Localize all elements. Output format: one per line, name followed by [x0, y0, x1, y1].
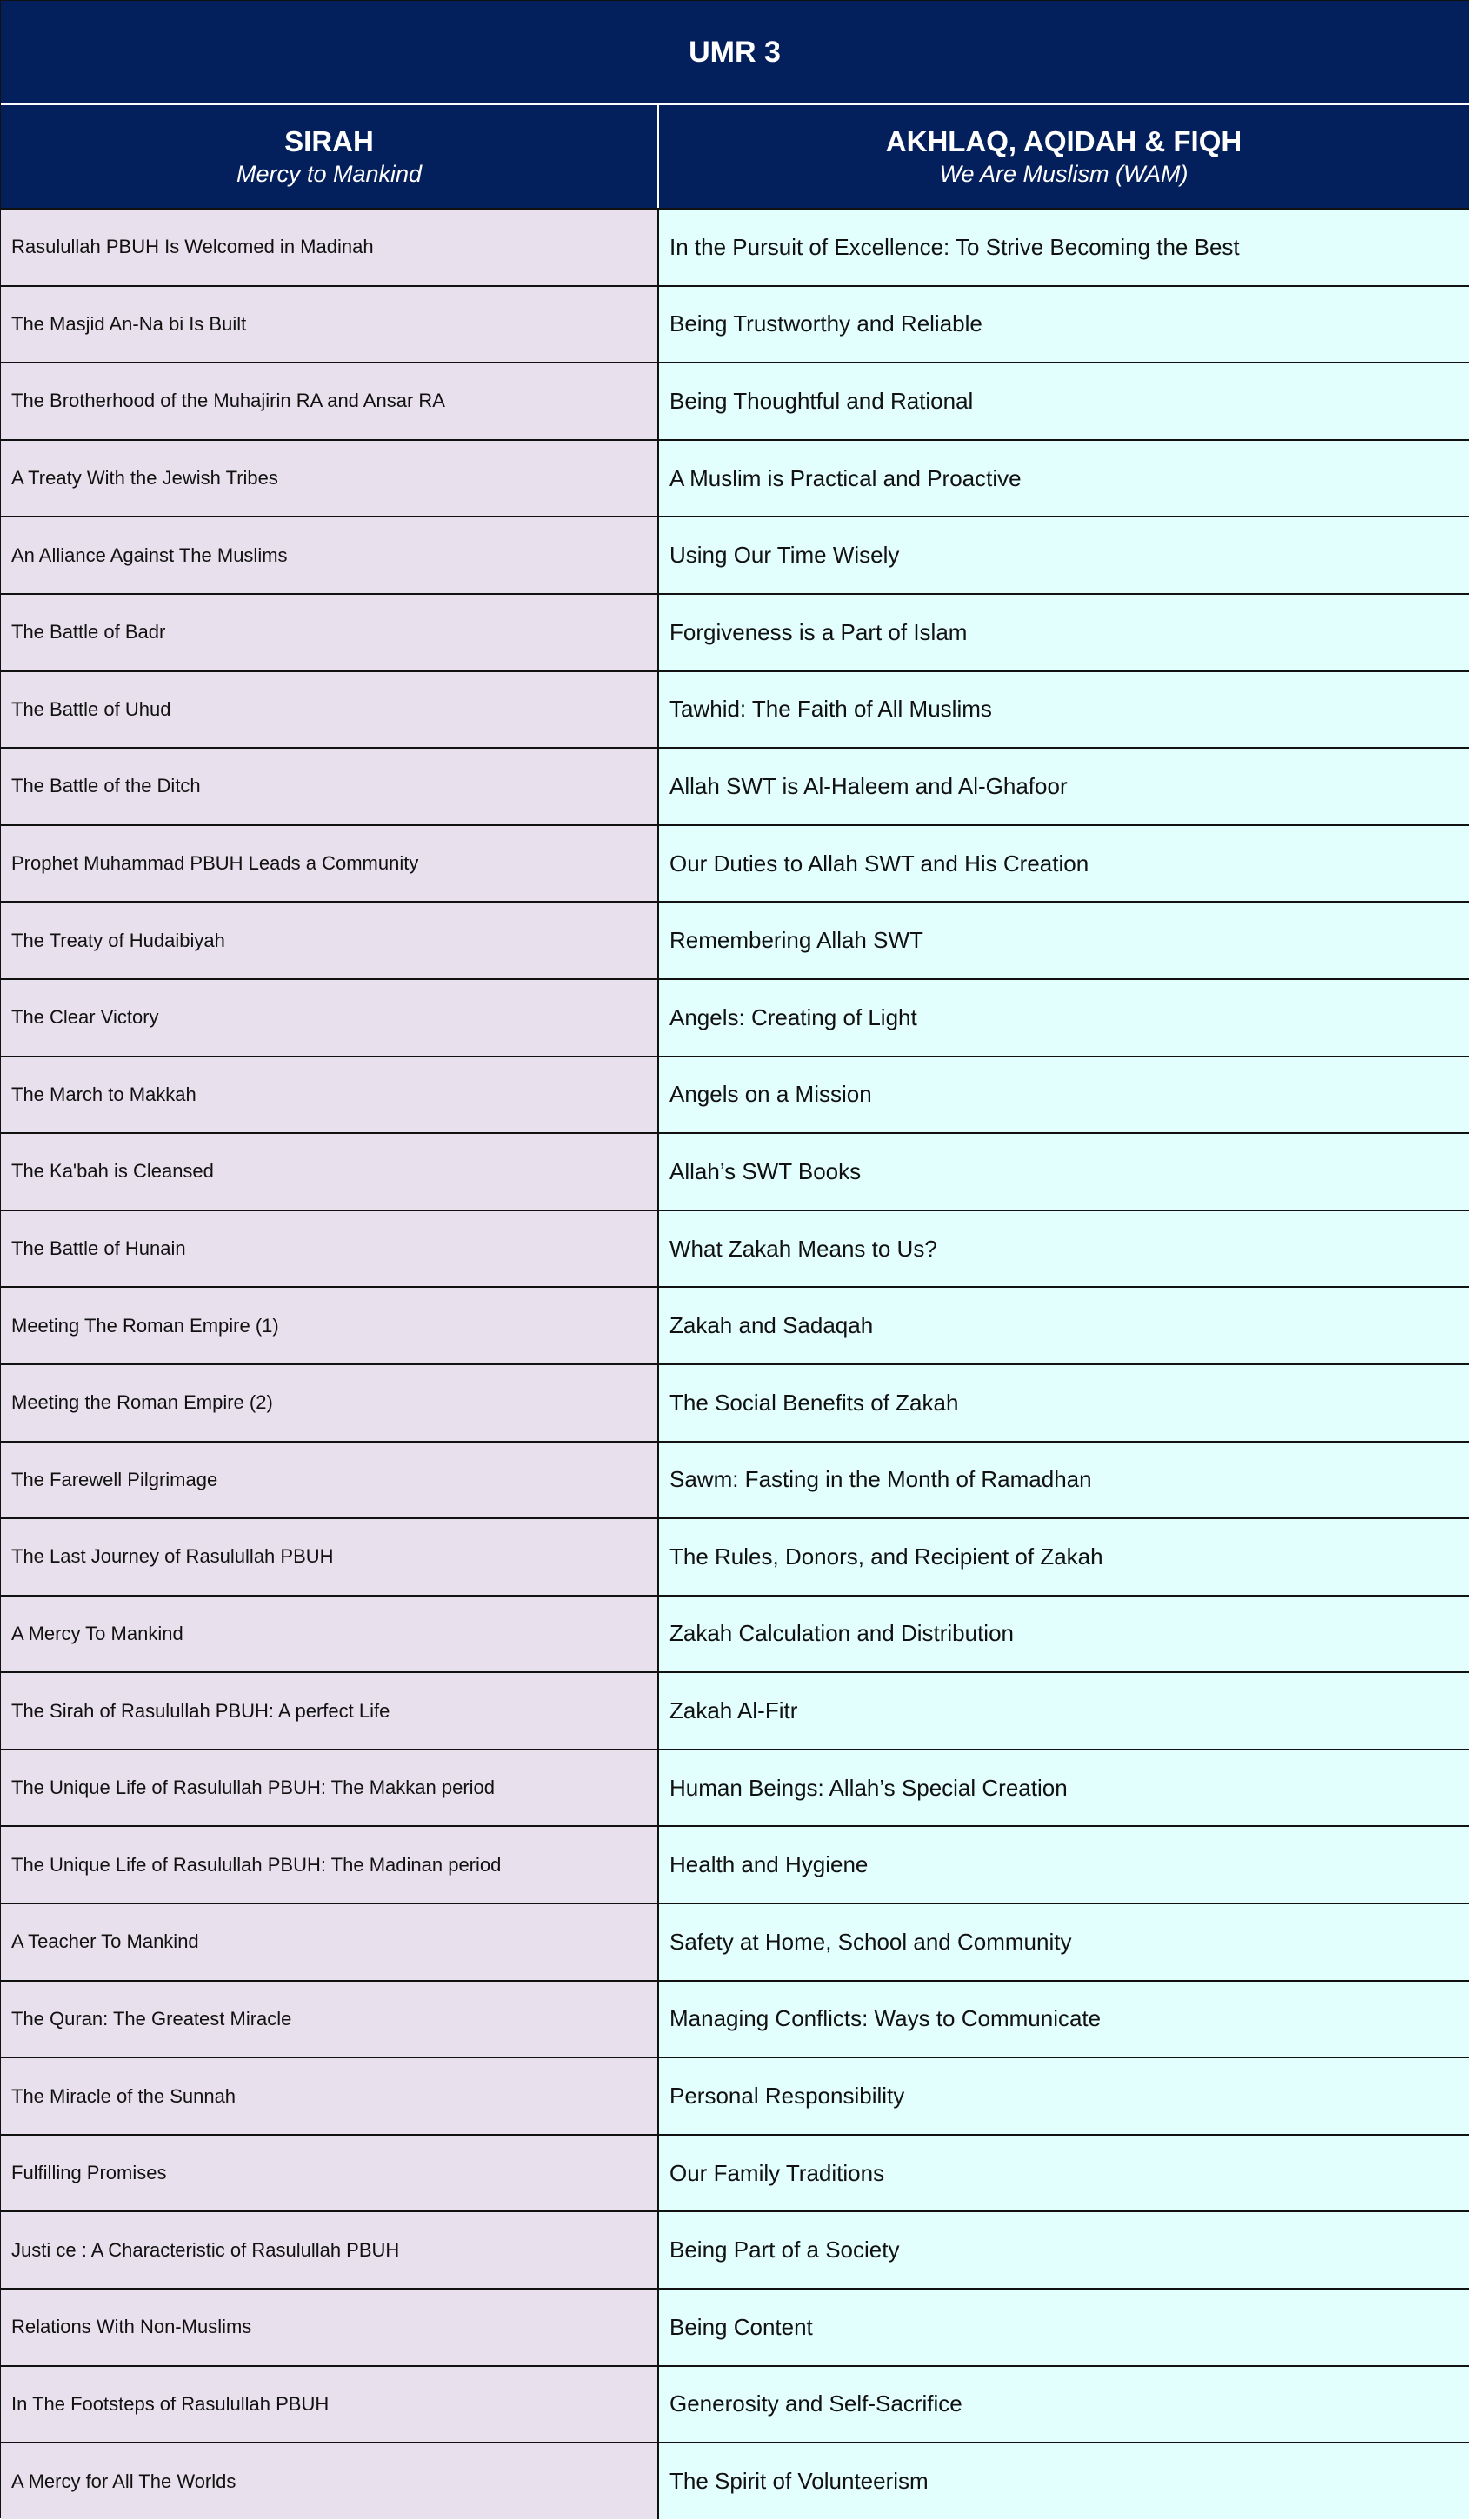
table-row	[1, 439, 1469, 517]
akhlaq-cell: Our Family Traditions	[659, 2136, 1469, 2211]
sirah-cell: Meeting The Roman Empire (1)	[1, 1288, 659, 1363]
table-row	[1, 2365, 1469, 2443]
sirah-cell: The Unique Life of Rasulullah PBUH: The Makkan period	[1, 1750, 659, 1826]
table-title: UMR 3	[1, 1, 1469, 103]
sirah-cell: The Battle of the Ditch	[1, 749, 659, 824]
sirah-heading: SIRAH	[284, 125, 374, 157]
table-row	[1, 901, 1469, 978]
akhlaq-cell: The Rules, Donors, and Recipient of Zakah	[659, 1519, 1469, 1595]
table-body	[1, 208, 1469, 2519]
akhlaq-cell: Forgiveness is a Part of Islam	[659, 595, 1469, 670]
akhlaq-heading: AKHLAQ, AQIDAH & FIQH	[885, 125, 1242, 157]
sirah-cell: The Ka'bah is Cleansed	[1, 1134, 659, 1210]
sirah-cell: The Sirah of Rasulullah PBUH: A perfect Life	[1, 1673, 659, 1749]
table-row	[1, 1517, 1469, 1595]
table-row	[1, 2442, 1469, 2519]
sirah-cell: Meeting the Roman Empire (2)	[1, 1365, 659, 1441]
akhlaq-cell: Generosity and Self-Sacrifice	[659, 2367, 1469, 2443]
table-row	[1, 1749, 1469, 1826]
sirah-cell: Fulfilling Promises	[1, 2136, 659, 2211]
sirah-cell: A Mercy for All The Worlds	[1, 2443, 659, 2519]
table-row	[1, 670, 1469, 748]
akhlaq-cell: Remembering Allah SWT	[659, 903, 1469, 978]
sirah-cell: The March to Makkah	[1, 1057, 659, 1133]
sirah-cell: The Quran: The Greatest Miracle	[1, 1982, 659, 2057]
table-row	[1, 2134, 1469, 2211]
akhlaq-cell: Using Our Time Wisely	[659, 517, 1469, 593]
table-row	[1, 2210, 1469, 2288]
sirah-cell: In The Footsteps of Rasulullah PBUH	[1, 2367, 659, 2443]
table-row	[1, 978, 1469, 1056]
akhlaq-cell: Human Beings: Allah’s Special Creation	[659, 1750, 1469, 1826]
sirah-cell: Relations With Non-Muslims	[1, 2290, 659, 2365]
sirah-cell: The Treaty of Hudaibiyah	[1, 903, 659, 978]
table-row	[1, 2288, 1469, 2365]
sirah-cell: Justi ce : A Characteristic of Rasulullah PBUH	[1, 2212, 659, 2288]
akhlaq-cell: Being Thoughtful and Rational	[659, 363, 1469, 439]
akhlaq-cell: Our Duties to Allah SWT and His Creation	[659, 826, 1469, 902]
sirah-cell: Prophet Muhammad PBUH Leads a Community	[1, 826, 659, 902]
akhlaq-cell: A Muslim is Practical and Proactive	[659, 441, 1469, 517]
sirah-cell: The Unique Life of Rasulullah PBUH: The Madinan period	[1, 1827, 659, 1903]
akhlaq-cell: Allah’s SWT Books	[659, 1134, 1469, 1210]
sirah-cell: The Battle of Badr	[1, 595, 659, 670]
akhlaq-cell: Managing Conflicts: Ways to Communicate	[659, 1982, 1469, 2057]
akhlaq-cell: Zakah and Sadaqah	[659, 1288, 1469, 1363]
table-row	[1, 362, 1469, 439]
table-row	[1, 1595, 1469, 1672]
akhlaq-cell: The Social Benefits of Zakah	[659, 1365, 1469, 1441]
sirah-cell: The Battle of Hunain	[1, 1211, 659, 1287]
sirah-cell: The Masjid An-Na bi Is Built	[1, 287, 659, 363]
table-row	[1, 1980, 1469, 2057]
akhlaq-column-header	[659, 105, 1469, 208]
sirah-column-header	[1, 105, 659, 208]
akhlaq-cell: Being Content	[659, 2290, 1469, 2365]
akhlaq-cell: Being Part of a Society	[659, 2212, 1469, 2288]
table-row	[1, 1671, 1469, 1749]
akhlaq-cell: Zakah Calculation and Distribution	[659, 1597, 1469, 1672]
akhlaq-subheading: We Are Muslism (WAM)	[939, 161, 1189, 187]
table-row	[1, 1825, 1469, 1903]
sirah-cell: A Teacher To Mankind	[1, 1904, 659, 1980]
table-row	[1, 1363, 1469, 1441]
akhlaq-cell: Health and Hygiene	[659, 1827, 1469, 1903]
akhlaq-cell: Zakah Al-Fitr	[659, 1673, 1469, 1749]
sirah-cell: A Treaty With the Jewish Tribes	[1, 441, 659, 517]
table-row	[1, 1441, 1469, 1518]
table-row	[1, 1132, 1469, 1210]
sirah-cell: An Alliance Against The Muslims	[1, 517, 659, 593]
table-row	[1, 208, 1469, 285]
akhlaq-cell: The Spirit of Volunteerism	[659, 2443, 1469, 2519]
sirah-cell: The Farewell Pilgrimage	[1, 1443, 659, 1518]
sirah-cell: The Brotherhood of the Muhajirin RA and Ansar RA	[1, 363, 659, 439]
akhlaq-cell: What Zakah Means to Us?	[659, 1211, 1469, 1287]
akhlaq-cell: Personal Responsibility	[659, 2058, 1469, 2134]
sirah-subheading: Mercy to Mankind	[236, 161, 423, 187]
sirah-cell: The Battle of Uhud	[1, 672, 659, 748]
table-row	[1, 1903, 1469, 1980]
akhlaq-cell: Sawm: Fasting in the Month of Ramadhan	[659, 1443, 1469, 1518]
akhlaq-cell: Angels on a Mission	[659, 1057, 1469, 1133]
table-row	[1, 1210, 1469, 1287]
table-row	[1, 2057, 1469, 2134]
akhlaq-cell: Angels: Creating of Light	[659, 980, 1469, 1056]
sirah-cell: The Clear Victory	[1, 980, 659, 1056]
sirah-cell: The Last Journey of Rasulullah PBUH	[1, 1519, 659, 1595]
sirah-cell: A Mercy To Mankind	[1, 1597, 659, 1672]
akhlaq-cell: In the Pursuit of Excellence: To Strive Becoming the Best	[659, 210, 1469, 285]
akhlaq-cell: Being Trustworthy and Reliable	[659, 287, 1469, 363]
sirah-cell: The Miracle of the Sunnah	[1, 2058, 659, 2134]
table-row	[1, 824, 1469, 902]
table-row	[1, 516, 1469, 593]
akhlaq-cell: Tawhid: The Faith of All Muslims	[659, 672, 1469, 748]
table-row	[1, 1056, 1469, 1133]
akhlaq-cell: Safety at Home, School and Community	[659, 1904, 1469, 1980]
table-row	[1, 1286, 1469, 1363]
table-row	[1, 747, 1469, 824]
akhlaq-cell: Allah SWT is Al-Haleem and Al-Ghafoor	[659, 749, 1469, 824]
table-row	[1, 285, 1469, 363]
header-row	[1, 105, 1469, 208]
table-row	[1, 593, 1469, 670]
sirah-cell: Rasulullah PBUH Is Welcomed in Madinah	[1, 210, 659, 285]
